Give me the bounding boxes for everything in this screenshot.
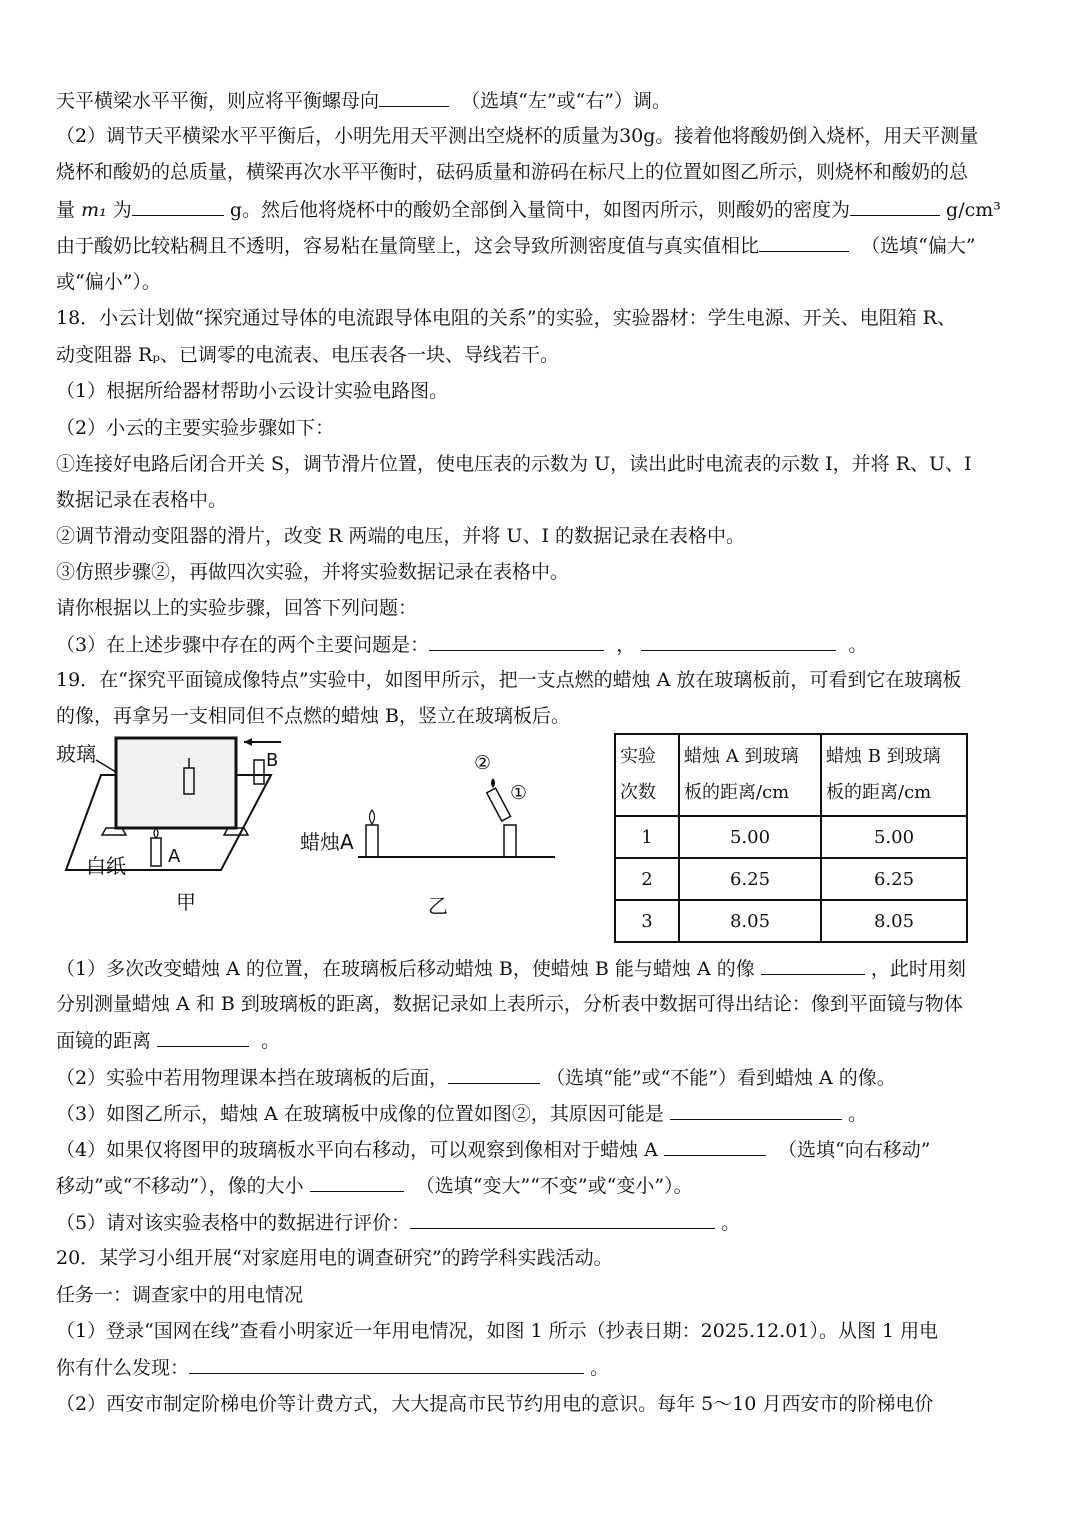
text: （选填“能”或“不能”）看到蜡烛 A 的像。: [546, 1067, 896, 1089]
answer-blank[interactable]: [310, 1173, 404, 1192]
text-line: 的像，再拿另一支相同但不点燃的蜡烛 B，竖立在玻璃板后。: [56, 705, 571, 727]
text: （3）在上述步骤中存在的两个主要问题是：: [56, 634, 430, 656]
table-header-cell: 蜡烛 B 到玻璃 板的距离/cm: [821, 734, 967, 816]
answer-blank[interactable]: [132, 197, 224, 216]
flame-icon: [491, 778, 495, 788]
text-line: 请你根据以上的实验步骤，回答下列问题：: [56, 597, 418, 619]
answer-blank[interactable]: [448, 1065, 540, 1084]
text-line: [56, 233, 976, 258]
text: 面镜的距离: [56, 1030, 152, 1052]
text-line: 或“偏小”）。: [56, 271, 161, 293]
candle-a: [366, 825, 378, 857]
text-line: 19．在“探究平面镜成像特点”实验中，如图甲所示，把一支点燃的蜡烛 A 放在玻璃板前，可看到它在玻璃板: [56, 669, 962, 691]
text: g/cm³: [946, 199, 1001, 221]
table-cell: 5.00: [821, 816, 967, 858]
text: （5）请对该实验表格中的数据进行评价：: [56, 1212, 411, 1234]
table-row: [615, 816, 967, 858]
text: 由于酸奶比较粘稠且不透明，容易粘在量筒壁上，这会导致所测密度值与真实值相比: [56, 235, 760, 257]
text-line: [56, 1355, 609, 1380]
text: （4）如果仅将图甲的玻璃板水平向右移动，可以观察到像相对于蜡烛 A: [56, 1139, 658, 1161]
text-line: [56, 1101, 867, 1126]
table-cell: 8.05: [821, 900, 967, 942]
label-position-1: ①: [510, 782, 528, 804]
answer-blank[interactable]: [641, 632, 836, 651]
text: （选填“左”或“右”）调。: [461, 90, 671, 112]
text-line: 分别测量蜡烛 A 和 B 到玻璃板的距离，数据记录如上表所示，分析表中数据可得出结论：像到平面镜与物体: [56, 993, 963, 1015]
table-cell: 2: [615, 858, 679, 900]
text-line: 动变阻器 Rₚ、已调零的电流表、电压表各一块、导线若干。: [56, 344, 559, 366]
text-line: （2）西安市制定阶梯电价等计费方式，大大提高市民节约用电的意识。每年 5～10 月西安市的阶梯电价: [56, 1393, 934, 1415]
text-line: 18．小云计划做“探究通过导体的电流跟导体电阻的关系”的实验，实验器材：学生电源、开关、电阻箱 R、: [56, 307, 956, 329]
glass-pointer: [96, 760, 116, 772]
text: （1）多次改变蜡烛 A 的位置，在玻璃板后移动蜡烛 B，使蜡烛 B 能与蜡烛 A 的像: [56, 958, 755, 980]
answer-blank[interactable]: [759, 233, 849, 252]
text: 。: [590, 1357, 610, 1379]
answer-blank[interactable]: [670, 1101, 842, 1120]
figure-caption-jia: 甲: [176, 890, 196, 914]
text-line: （1）根据所给器材帮助小云设计实验电路图。: [56, 380, 449, 402]
text: （3）如图乙所示，蜡烛 A 在玻璃板中成像的位置如图②，其原因可能是: [56, 1103, 664, 1125]
label-position-2: ②: [474, 752, 492, 774]
text-line: ③仿照步骤②，再做四次实验，并将实验数据记录在表格中。: [56, 561, 570, 583]
glass-stand-left: [102, 828, 126, 835]
text: （选填“变大”“不变”或“变小”）。: [415, 1175, 693, 1197]
label-candle-a: 蜡烛A: [300, 830, 354, 854]
glass-plate: [116, 738, 236, 828]
text-line: [56, 1137, 930, 1162]
text-line: 烧杯和酸奶的总质量，横梁再次水平平衡时，砝码质量和游码在标尺上的位置如图乙所示，则烧杯和酸奶的总: [56, 161, 969, 183]
text: 。: [847, 1103, 867, 1125]
text: 。: [261, 1030, 281, 1052]
label-glass: 玻璃: [56, 742, 96, 766]
answer-blank[interactable]: [761, 956, 865, 975]
table-cell: 8.05: [679, 900, 821, 942]
text-line: 20．某学习小组开展“对家庭用电的调查研究”的跨学科实践活动。: [56, 1247, 613, 1269]
table-cell: 6.25: [821, 858, 967, 900]
text-line: [56, 1028, 280, 1053]
flame-icon: [370, 810, 375, 824]
text: 量: [56, 199, 76, 221]
text: 天平横梁水平平衡，则应将平衡螺母向: [56, 90, 380, 112]
text: ，此时用刻: [870, 958, 966, 980]
text: g。然后他将烧杯中的酸奶全部倒入量筒中，如图丙所示，则酸奶的密度为: [229, 199, 850, 221]
answer-blank[interactable]: [379, 88, 449, 107]
text-line: [56, 88, 671, 113]
answer-blank[interactable]: [664, 1137, 766, 1156]
answer-blank[interactable]: [410, 1210, 715, 1229]
text: 。: [848, 634, 868, 656]
text: 移动”或“不移动”），像的大小: [56, 1175, 304, 1197]
text-line: ①连接好电路后闭合开关 S，调节滑片位置，使电压表的示数为 U，读出此时电流表的示数 I，并将 R、U、I: [56, 453, 972, 475]
table-row: [615, 858, 967, 900]
table-header-row: [615, 734, 967, 816]
table-cell: 5.00: [679, 816, 821, 858]
text-line: （1）登录“国网在线”查看小明家近一年用电情况，如图 1 所示（抄表日期：2025.12.01）。从图 1 用电: [56, 1320, 939, 1342]
text: （选填“向右移动”: [778, 1139, 931, 1161]
answer-blank[interactable]: [189, 1355, 584, 1374]
distance-table: [614, 733, 968, 943]
text-line: [56, 197, 1001, 222]
text: （2）实验中若用物理课本挡在玻璃板的后面，: [56, 1067, 449, 1089]
figure-caption-yi: 乙: [428, 894, 448, 918]
table-cell: 3: [615, 900, 679, 942]
text: （选填“偏大”: [861, 235, 976, 257]
answer-blank[interactable]: [429, 632, 604, 651]
text-line: ②调节滑动变阻器的滑片，改变 R 两端的电压，并将 U、I 的数据记录在表格中。: [56, 525, 745, 547]
answer-blank[interactable]: [850, 197, 940, 216]
answer-blank[interactable]: [157, 1028, 249, 1047]
candle-position-2: [487, 788, 511, 821]
text: 你有什么发现：: [56, 1357, 190, 1379]
text: 。: [721, 1212, 741, 1234]
text: 为: [112, 199, 132, 221]
table-cell: 6.25: [679, 858, 821, 900]
text-line: [56, 1065, 896, 1090]
candle-b: [254, 760, 264, 784]
label-b: B: [266, 750, 279, 771]
label-a: A: [168, 846, 181, 867]
text: ，: [616, 634, 636, 656]
table-row: [615, 900, 967, 942]
table-cell: 1: [615, 816, 679, 858]
text-line: [56, 632, 867, 657]
text-line: 任务一：调查家中的用电情况: [56, 1284, 304, 1306]
text-line: （2）调节天平横梁水平平衡后，小明先用天平测出空烧杯的质量为30g。接着他将酸奶倒入烧杯，用天平测量: [56, 125, 979, 147]
candle-a: [151, 838, 161, 866]
text-line: [56, 956, 966, 981]
text-line: [56, 1210, 740, 1235]
table-header-cell: 蜡烛 A 到玻璃 板的距离/cm: [679, 734, 821, 816]
text-line: [56, 1173, 693, 1198]
variable: m₁: [81, 199, 107, 221]
text-line: 数据记录在表格中。: [56, 489, 228, 511]
label-white-paper: 白纸: [86, 854, 126, 878]
candle-position-1: [504, 825, 516, 857]
text-line: （2）小云的主要实验步骤如下：: [56, 417, 335, 439]
table-header-cell: 实验 次数: [615, 734, 679, 816]
